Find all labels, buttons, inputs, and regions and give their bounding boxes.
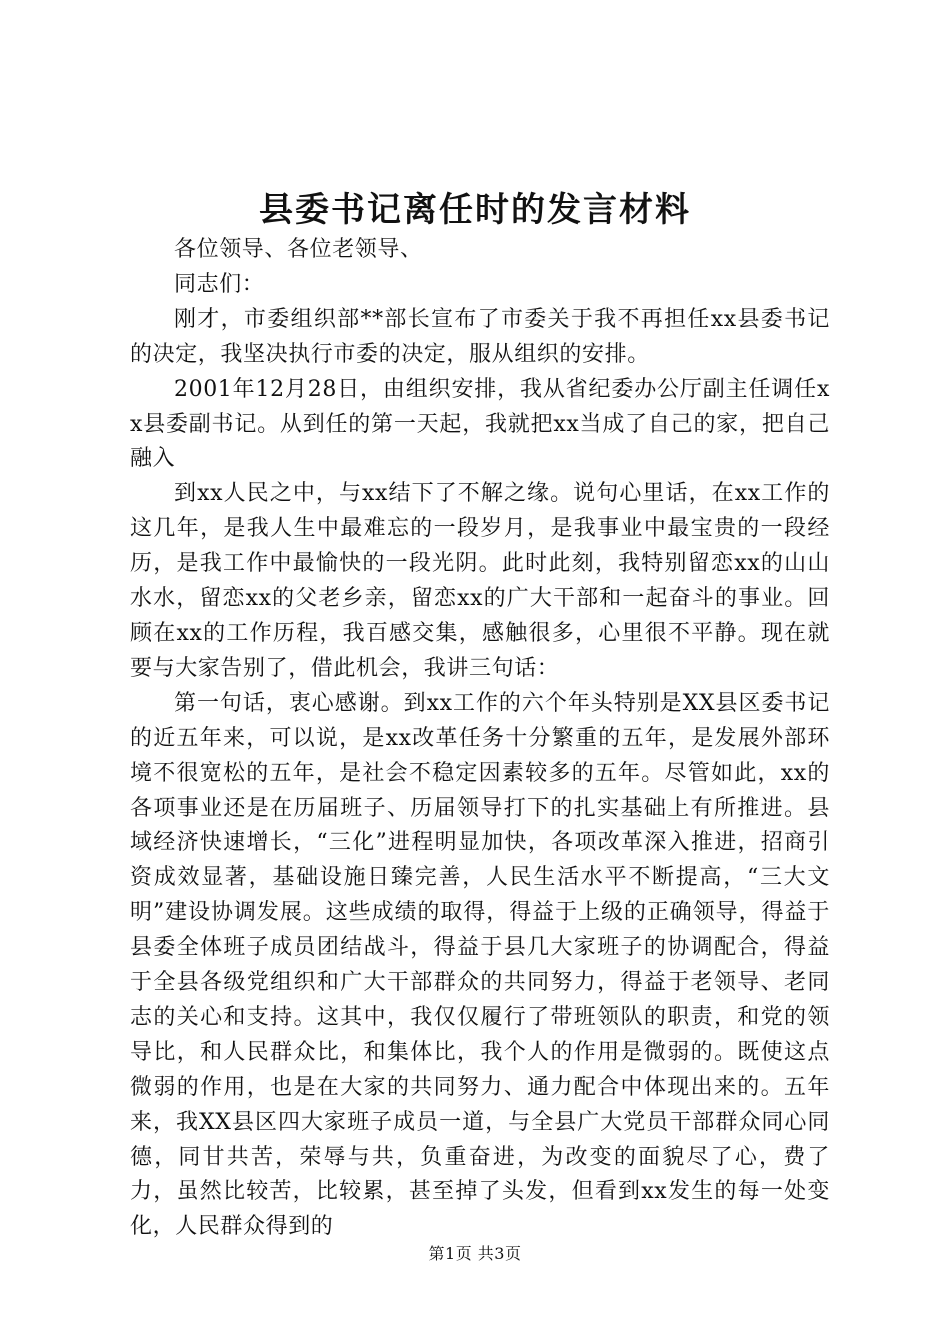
salutation-line-1: 各位领导、各位老领导、 xyxy=(174,237,423,262)
paragraph-reflection: 到xx人民之中，与xx结下了不解之缘。说句心里话，在xx工作的这几年，是我人生中最难忘的一段岁月，是我事业中最宝贵的一段经历，是我工作中最愉快的一段光阴。此时此刻，我特别留恋xx的山山水水，留恋xx的父老乡亲，留恋xx的广大干部和一起奋斗的事业。回顾在xx的工作历程，我百感交集，感触很多，心里很不平静。现在就要与大家告别了，借此机会，我讲三句话： xyxy=(130,481,830,681)
paragraph-announcement: 刚才，市委组织部**部长宣布了市委关于我不再担任xx县委书记的决定，我坚决执行市委的决定，服从组织的安排。 xyxy=(130,306,830,367)
paragraph-appointment: 2001年12月28日，由组织安排，我从省纪委办公厅副主任调任xx县委副书记。从到任的第一天起，我就把xx当成了自己的家，把自己融入 xyxy=(130,376,830,472)
document-title: 县委书记离任时的发言材料 xyxy=(259,190,691,230)
salutation-line-2: 同志们： xyxy=(174,271,265,297)
document-body xyxy=(130,233,830,1245)
page-number-footer: 第1页 共3页 xyxy=(428,1244,522,1263)
paragraph-first-point: 第一句话，衷心感谢。到xx工作的六个年头特别是XX县区委书记的近五年来，可以说，是xx改革任务十分繁重的五年，是发展外部环境不很宽松的五年，是社会不稳定因素较多的五年。尽管如此，xx的各项事业还是在历届班子、历届领导打下的扎实基础上有所推进。县域经济快速增长，“三化”进程明显加快，各项改革深入推进，招商引资成效显著，基础设施日臻完善，人民生活水平不断提高，“三大文明”建设协调发展。这些成绩的取得，得益于上级的正确领导，得益于县委全体班子成员团结战斗，得益于县几大家班子的协调配合，得益于全县各级党组织和广大干部群众的共同努力，得益于老领导、老同志的关心和支持。这其中，我仅仅履行了带班领队的职责，和党的领导比，和人民群众比，和集体比，我个人的作用是微弱的。既使这点微弱的作用，也是在大家的共同努力、通力配合中体现出来的。五年来，我XX县区四大家班子成员一道，与全县广大党员干部群众同心同德，同甘共苦，荣辱与共，负重奋进，为改变的面貌尽了心，费了力，虽然比较苦，比较累，甚至掉了头发，但看到xx发生的每一处变化，人民群众得到的 xyxy=(130,690,830,1240)
